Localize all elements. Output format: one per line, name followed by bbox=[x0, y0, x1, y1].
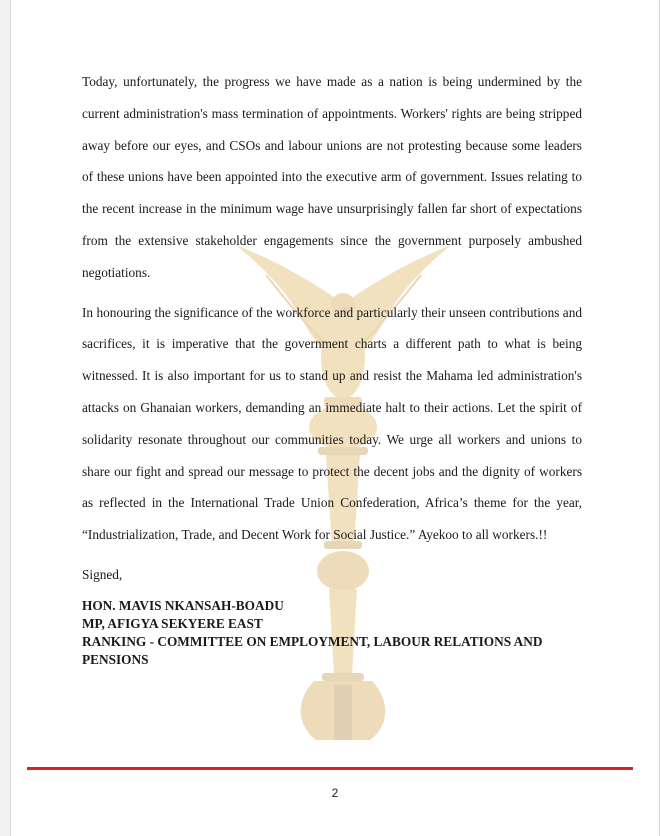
page-number: 2 bbox=[331, 786, 339, 800]
signatory-constituency: MP, AFIGYA SEKYERE EAST bbox=[82, 615, 263, 631]
footer-rule bbox=[27, 767, 633, 770]
document-page bbox=[10, 0, 660, 836]
signed-label: Signed, bbox=[82, 566, 123, 582]
body-paragraph-2: In honouring the significance of the workforce and particularly their unseen contributions and sacrifices, it is imperative that the government charts a different path to what is being witnessed. It is also important for us to stand up and resist the Mahama led administration's attacks on Ghanaian workers, demanding an immediate halt to their actions. Let the spirit of solidarity resonate throughout our communities today. We urge all workers and unions to share our fight and spread our message to protect the decent jobs and the dignity of workers as reflected in the International Trade Union Confederation, Africa’s theme for the year, “Industrialization, Trade, and Decent Work for Social Justice.” Ayekoo to all workers.!! bbox=[82, 304, 582, 543]
signatory-role: RANKING - COMMITTEE ON EMPLOYMENT, LABOUR RELATIONS AND PENSIONS bbox=[82, 633, 543, 667]
signature-block bbox=[82, 597, 582, 669]
signatory-name: HON. MAVIS NKANSAH-BOADU bbox=[82, 597, 284, 613]
document-body bbox=[82, 66, 582, 669]
body-paragraph-1: Today, unfortunately, the progress we have made as a nation is being undermined by the current administration's mass termination of appointments. Workers' rights are being stripped away before our eyes, and CSOs and labour unions are not protesting because some leaders of these unions have been appointed into the executive arm of government. Issues relating to the recent increase in the minimum wage have unsurprisingly fallen far short of expectations from the extensive stakeholder engagements since the government purposely ambushed negotiations. bbox=[82, 74, 582, 280]
